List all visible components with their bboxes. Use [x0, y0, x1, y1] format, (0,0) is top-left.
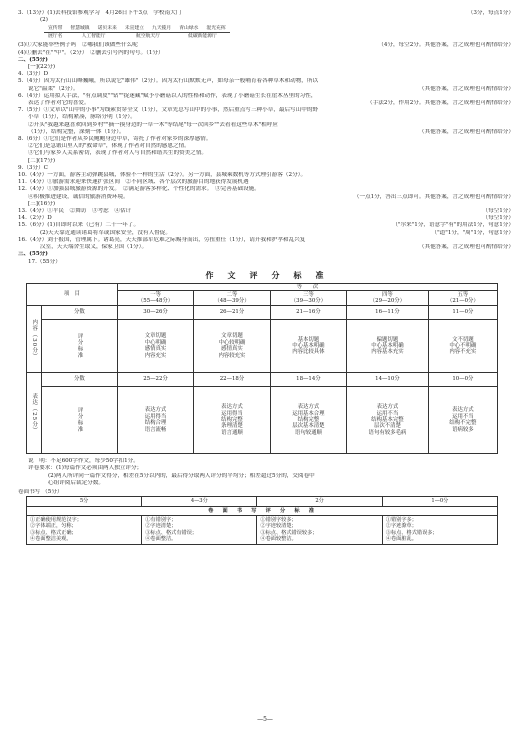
answer-note: （其他答案，言之成理也可酌情给分）: [418, 85, 514, 92]
answer-text: （1分），结构完整，深刻一体（1分）。: [28, 128, 125, 135]
exhibit-hall-cell: 人工智能厅: [81, 34, 106, 40]
answer-text: 12.（4分）①加强县域旅游资源的开发。 ②满足游客多样化、个性化的需求。 ③完善基础设施。: [18, 186, 260, 193]
grade-name: 一等: [150, 291, 161, 298]
content-score: 26—21分: [194, 306, 270, 320]
content-std-line: 内容充实: [144, 352, 167, 359]
content-std-line: 中心明确: [144, 339, 167, 346]
answer-line: [18, 122, 514, 129]
answer-line: [18, 172, 514, 179]
expr-std-line: 语言通顺: [221, 429, 243, 436]
grade-range: （39—30分）: [290, 298, 327, 305]
writing-std-line: ③标点、格式错误较多；: [260, 529, 318, 536]
expr-std-line: 结构不完整: [449, 420, 477, 427]
expr-std-line: 结构完整: [297, 416, 320, 423]
content-std: [347, 320, 429, 373]
exhibit-hall-cell: 航空航天厅: [136, 34, 161, 40]
part3-title: 三、(55分): [18, 251, 48, 258]
essay-criteria-table: [26, 283, 498, 454]
grade-name: 二等: [226, 291, 238, 298]
answer-line: [18, 50, 514, 57]
expr-label: 表达（25分）: [27, 373, 42, 454]
expr-std-line: 表达方式: [221, 404, 243, 411]
grade-range: （55—48分）: [137, 298, 174, 305]
answer-text: 汉室，天天端舍生取义，保家卫国（1分）。: [40, 244, 148, 251]
answer-line: [18, 237, 514, 244]
content-score: 11—0分: [428, 306, 497, 320]
answer-note: （其他答案，言之成理也可酌情给分）: [418, 244, 514, 251]
part2-title: 二、(55分): [18, 56, 48, 63]
answer-line: [18, 150, 514, 157]
note-line: (2)两人所评同一篇作文得分，相差在5分以内的，最后得分取两人评分的平均分；相差超过5分的，交阅卷中: [48, 472, 315, 479]
answer-line: [18, 100, 514, 107]
grade-level: [194, 291, 270, 306]
answer-line: [18, 86, 514, 93]
note-line: 心组评阅后裁定分数。: [48, 479, 104, 486]
grade-range: （21—0分）: [446, 298, 479, 305]
answer-line: [18, 107, 514, 114]
answer-text: (3)①大家能举些例子吗 ②哪我们该做些什么呢: [18, 42, 138, 49]
answer-note: （每空1分）: [482, 215, 514, 222]
writing-std-line: ③标点、格式错误多；: [385, 529, 438, 536]
content-std-line: 内容基本充实: [371, 349, 404, 356]
expr-std-line: 语病较多: [452, 426, 474, 433]
content-std: [117, 320, 193, 373]
writing-std-line: ①正确使用规范汉字；: [30, 516, 82, 523]
content-std: [194, 320, 270, 373]
content-std-line: 文章切题: [221, 333, 243, 340]
exhibit-cell: 混光充挥: [202, 25, 229, 33]
note-line: 说 明：不足600字作文，每少50字扣1分。: [28, 458, 139, 465]
essay-criteria-title: 作 文 评 分 标 准: [205, 269, 327, 280]
grade-name: 五等: [457, 291, 469, 298]
expr-std-line: 运用得当: [144, 413, 167, 420]
answer-line: [18, 179, 514, 186]
answer-text: ②它们是急锻山里人的"救命草"，体现了作者对自然的感恩之情。: [28, 143, 190, 150]
answer-line: [18, 165, 514, 172]
writing-std-line: ②字迹较清楚；: [260, 523, 297, 530]
expr-std-line: 表达方式: [452, 407, 474, 414]
expr-std: [347, 387, 429, 454]
exhibit-hall-cell: 展厅名: [48, 34, 63, 40]
writing-col-header: 4—3分: [142, 497, 257, 506]
answer-text: ②开头"我越来越喜欢回到乡村""摘一摸身边的一草一木"等结尾"每一次回乡""去看看这些草木"相呼应: [28, 121, 278, 128]
content-std-line: 偏题切题: [376, 336, 399, 343]
answer-text: 10.（4分）一方面，游客主动弹跳县城，体验不一样的生活（2分）。另一方面，县城乘数机等方式理引游客（2分）。: [18, 172, 307, 179]
exhibit-cell: 宣传带: [44, 25, 66, 33]
answer-text: 14.（2分）D: [18, 215, 52, 222]
exhibit-cell: 九天揽月: [148, 25, 175, 33]
answer-note: （"尔来"1分，语意字"有"的用法1分，句意1分）: [392, 222, 514, 229]
answer-text: 小草（1分），结构紧凑，脉络分明（1分）。: [28, 114, 136, 121]
answer-text: ③它们与家乡人关系密切，表现了作者对人与自然和谐共生的赞美之情。: [28, 150, 208, 157]
content-std-line: 感情真实: [144, 346, 167, 353]
writing-criteria-table: [26, 496, 498, 544]
writing-std-line: ④卷面整洁。: [145, 536, 177, 543]
writing-std-line: ②字迹清楚；: [145, 523, 177, 530]
answer-text: (4)①删去"在""中"。（2分） ②删去引号内的句号。（1分）: [18, 49, 164, 56]
content-std: [270, 320, 346, 373]
answer-line: [18, 230, 514, 237]
expr-std-line: 条理清楚: [221, 423, 243, 430]
content-std-line: 内容不充实: [449, 349, 477, 356]
expr-std-line: 表达方式: [376, 404, 399, 411]
answer-note: （每空1分）: [482, 208, 514, 215]
answer-text: 表达了作者对它的喜爱。: [28, 100, 90, 107]
content-std-label: 评分标准: [42, 320, 118, 373]
q3-score: （3分，每点1分）: [467, 10, 514, 16]
writing-std-line: ②字迹潦草；: [385, 523, 417, 530]
grade-level: [117, 291, 193, 306]
grade-name: 三等: [303, 291, 314, 298]
exhibit-cell: 青山绿水: [175, 25, 202, 33]
expr-std-line: 运用得当: [221, 410, 243, 417]
expr-std-line: 表达方式: [297, 404, 320, 411]
expr-std-line: 运用基本合理: [292, 410, 325, 417]
expr-std-line: 层次不清楚: [373, 423, 401, 430]
writing-std: [382, 515, 497, 544]
answer-text: ④积极推进建设，诚信的旅游消费环境。: [28, 193, 129, 200]
grade-level: [428, 291, 497, 306]
answer-line: [18, 129, 514, 136]
writing-std-line: ③标点、格式有错误；: [145, 529, 198, 536]
writing-label: 卷面书写: [18, 488, 41, 495]
expr-std: [270, 387, 346, 454]
writing-col-header: 1—0分: [382, 497, 497, 506]
part2-section1: [一](22分): [28, 64, 56, 71]
expr-std-line: 结构完整: [221, 416, 243, 423]
expr-std-label: 评分标准: [42, 387, 118, 454]
answer-text: 9.（3分）C: [18, 164, 48, 171]
answer-text: (2)天天靠近通读诸葛将军或国家安全，没有人督促。: [40, 229, 171, 236]
expr-std-line: 运用不当: [376, 410, 399, 417]
writing-col-header: 5分: [27, 497, 142, 506]
answer-line: [18, 114, 514, 121]
grade-range: （48—39分）: [214, 298, 250, 305]
content-std-line: 内容比较具体: [292, 349, 325, 356]
answer-text: 8.（6分）①它们是作者从乡民鲍鲍身边中草，寄托了作者对家乡的深厚感情。: [18, 136, 212, 143]
answer-line: [18, 215, 514, 222]
answer-line: [18, 244, 514, 251]
writing-std-line: ④卷面较整洁。: [260, 536, 297, 543]
content-label: 内容（30分）: [27, 306, 42, 373]
answer-note: （4分，每空2分。其他答案，言之成理也可酌情给分）: [378, 42, 514, 49]
content-std-line: 中心不明确: [449, 342, 477, 349]
content-std-line: 中心基本明确: [371, 342, 404, 349]
answer-line: [18, 136, 514, 143]
exhibit-cell: 诺贝未来: [94, 25, 121, 33]
expr-std-line: 表达方式: [144, 407, 167, 414]
answer-text: 15.（6分）(1)自即时以来（已有）二十一年了。: [18, 222, 140, 229]
expr-score: 18—14分: [270, 373, 346, 387]
writing-std-line: ②字体端正，匀称；: [30, 523, 77, 530]
answer-text: 6.（4分）运用拟人手法，"有点调皮""钻""捉迷藏"赋予小蘑菇以人的性格和动作，表现了小蘑菇生长在崖木丛里的习性，: [18, 92, 317, 99]
answer-line: [18, 186, 514, 193]
expr-score: 14—10分: [347, 373, 429, 387]
writing-std-line: ④卷面脏乱。: [385, 536, 417, 543]
content-std-line: 内容较充实: [218, 352, 246, 359]
answer-text: 7.（5分）①文章以"山中的小事"为线索贯穿全文（1分），文章先总写山中的小事，然后重点写三种小草，最后写山中的野: [18, 107, 319, 114]
grade-level: [270, 291, 346, 306]
writing-std-line: ③标点、格式正确；: [30, 529, 77, 536]
answer-line: [18, 78, 514, 85]
expr-std-line: 语句较通顺: [294, 429, 322, 436]
answer-line: [18, 42, 514, 49]
expr-std-line: 层次基本清楚: [292, 423, 325, 430]
col-grade: 等 次: [117, 283, 497, 290]
expr-score-label: 分数: [42, 373, 118, 387]
answer-text: 16.（4分）刘于报国，管理属下。诸葛亮，天天推部军危难之际赐身而出，劳扭重任（1分），请开我和护孝和乱兴复: [18, 236, 306, 243]
content-score-label: 分数: [42, 306, 118, 320]
exhibit-hall-cell: 低碳新能源厅: [188, 34, 217, 40]
writing-points: （5分）: [42, 488, 63, 495]
page-number: —5—: [257, 716, 273, 723]
writing-heading: [18, 489, 514, 496]
answer-line: [18, 143, 514, 150]
expr-std: [194, 387, 270, 454]
q3-head: [18, 10, 514, 17]
answer-note: （手法2分，作用2分。其他答案，言之成理也可酌情给分）: [367, 100, 514, 107]
writing-std: [27, 515, 142, 544]
writing-criteria-title: 卷 面 书 写 评 分 标 准: [27, 506, 498, 515]
expr-std: [428, 387, 497, 454]
writing-std-line: ①错别字多；: [385, 516, 417, 523]
content-score: 16—11分: [347, 306, 429, 320]
expr-std-line: 结构合理: [144, 420, 167, 427]
expr-score: 22—18分: [194, 373, 270, 387]
part2-section3: [三](16分): [28, 200, 56, 207]
writing-std: [142, 515, 257, 544]
expr-std-line: 运用不当: [452, 413, 474, 420]
answer-line: [18, 71, 514, 78]
answer-text: 5.（4分）因为太行山山峰巍峨，所以说它"雄伟"（2分）。因为太行山默默无声，如母亲一般哺育着各种草木和动物，所以: [18, 78, 319, 85]
content-std: [428, 320, 497, 373]
writing-std-line: ④卷面整洁美观。: [30, 536, 72, 543]
answer-line: [18, 93, 514, 100]
expr-std-line: 语句有较多毛病: [368, 429, 407, 436]
answer-note: （其他答案，言之成理也可酌情给分）: [418, 128, 514, 135]
content-score: 21—16分: [270, 306, 346, 320]
answer-text: 13.（4分）①平民 ②舞访 ③考虑 ④估计: [18, 208, 132, 215]
answer-text: 说它"温柔"（2分）。: [28, 85, 79, 92]
content-std-line: 中心基本明确: [292, 342, 325, 349]
answer-text: 4.（3分）D: [18, 71, 49, 78]
expr-std: [117, 387, 193, 454]
writing-std-line: ①有错别字；: [145, 516, 177, 523]
content-std-line: 基本切题: [297, 336, 320, 343]
q3-head-text: 3.（13分）(1)去科技馆参观学习 4月26日下午3点 学校南大门: [18, 10, 182, 16]
writing-std-line: ①错别字较多；: [260, 516, 297, 523]
expr-std-line: 语言流畅: [144, 426, 167, 433]
grade-name: 四等: [382, 291, 393, 298]
answer-note: （一点1分，答出三点即可。其他答案，言之成理也可酌情给分）: [353, 193, 514, 200]
expr-score: 25—22分: [117, 373, 193, 387]
expr-score: 10—0分: [428, 373, 497, 387]
q17-label: 17.（55分）: [28, 258, 61, 265]
content-std-line: 文不切题: [452, 336, 474, 343]
content-std-line: 中心较明确: [218, 339, 246, 346]
q3-sub2: (2): [40, 17, 48, 24]
content-std-line: 文章切题: [144, 333, 167, 340]
grade-range: （29—20分）: [369, 298, 406, 305]
answer-text: 11.（4分）①旅游需求迎来快速扩张区间 ②不同区域、各个层次的旅游目的地获得发展机遇: [18, 179, 249, 186]
essay-notes: [18, 458, 514, 487]
col-item: 项 目: [27, 283, 118, 305]
note-line: 评卷要求：(1)每篇作文必须由两人独立评分；: [28, 465, 143, 472]
exhibit-cell: 未宣建立: [121, 25, 148, 33]
answer-note: （"道"1分，"周"1分，句意1分）: [431, 229, 514, 236]
content-std-line: 感情真实: [221, 346, 243, 353]
expr-std-line: 结构基本完整: [371, 416, 404, 423]
part2-section2: [二](17分): [28, 157, 56, 164]
answer-key-page: [18, 10, 514, 545]
exhibit-cell: 智慧城镇: [66, 25, 93, 33]
content-score: 30—26分: [117, 306, 193, 320]
answer-line: [18, 194, 514, 201]
q3-exhibit-table: [44, 25, 230, 40]
answer-line: [18, 222, 514, 229]
grade-level: [347, 291, 429, 306]
answer-line: [18, 208, 514, 215]
writing-col-header: 2分: [257, 497, 382, 506]
writing-std: [257, 515, 382, 544]
